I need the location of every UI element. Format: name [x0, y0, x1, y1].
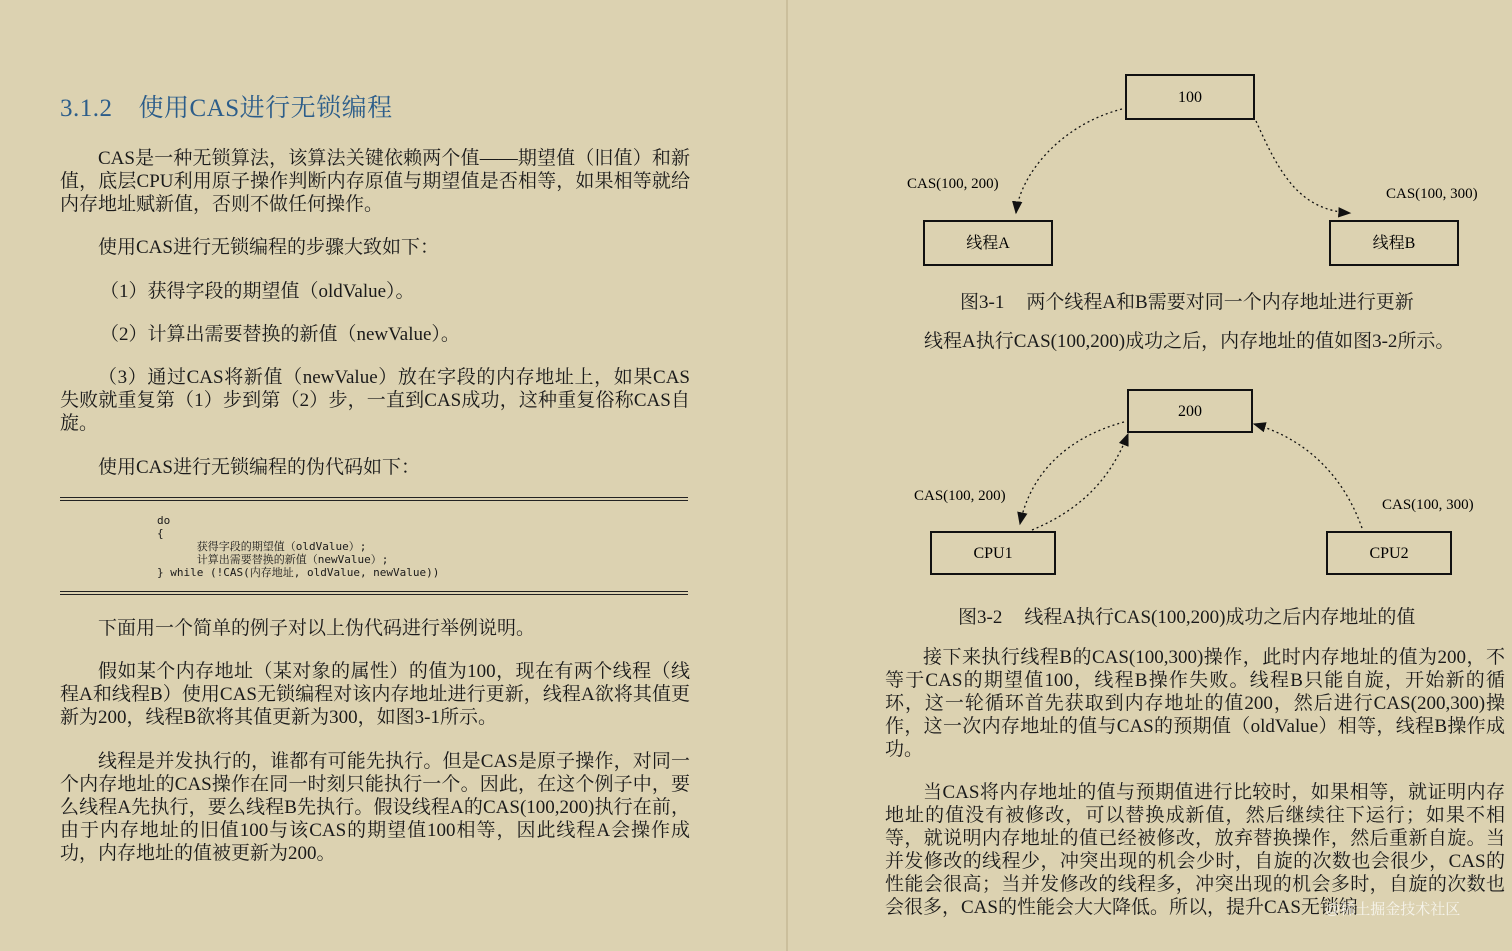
- thread-b-label: 线程B: [1372, 235, 1416, 252]
- paragraph-pseudocode-intro: 使用CAS进行无锁编程的伪代码如下：: [98, 457, 420, 478]
- figure-3-2: [890, 380, 1510, 590]
- paragraph-concurrency: 线程是并发执行的，谁都有可能先执行。但是CAS是原子操作，对同一个内存地址的CAS操作在同一时刻只能执行一个。因此，在这个例子中，要么线程A先执行，要么线程B先执行。假设线程A的CAS(100,200)执行在前，由于内存地址的旧值100与该CAS的期望值100相等，因此线程A会操作成功，内存地址的值被更新为200。: [60, 751, 690, 864]
- caption-text: 两个线程A和B需要对同一个内存地址进行更新: [1026, 292, 1414, 313]
- code-line: do: [157, 514, 171, 527]
- paragraph-example-intro: 下面用一个简单的例子对以上伪代码进行举例说明。: [98, 618, 536, 639]
- section-title: 使用CAS进行无锁编程: [138, 95, 393, 122]
- arrow-cpu2-to-memory: [1254, 424, 1362, 528]
- cas-label-cpu1: CAS(100, 200): [914, 488, 1006, 504]
- caption-text: 线程A执行CAS(100,200)成功之后内存地址的值: [1024, 607, 1416, 628]
- arrow-cpu1-to-memory: [1032, 434, 1128, 530]
- memory-value-200: 200: [1178, 403, 1202, 420]
- figure-3-1: [890, 65, 1510, 275]
- arrow-to-thread-b: [1256, 121, 1350, 213]
- caption-number: 图3-1: [960, 292, 1005, 313]
- paragraph-example: 假如某个内存地址（某对象的属性）的值为100，现在有两个线程（线程A和线程B）使用CAS无锁编程对该内存地址进行更新，线程A欲将其值更新为200，线程B欲将其值更新为300，如图3-1所示。: [60, 661, 690, 728]
- caption-number: 图3-2: [958, 607, 1003, 628]
- paragraph-steps-intro: 使用CAS进行无锁编程的步骤大致如下：: [98, 237, 439, 258]
- paragraph-cas-performance: 当CAS将内存地址的值与预期值进行比较时，如果相等，就证明内存地址的值没有被修改，可以替换成新值，然后继续往下运行；如果不相等，就说明内存地址的值已经被修改，放弃替换操作，然后重新自旋。当并发修改的线程少，冲突出现的机会少时，自旋的次数也会很少，CAS的性能会很高；当并发修改的线程多，冲突出现的机会多时，自旋的次数也会很多，CAS的性能会大大降低。所以，提升CAS无锁编: [885, 782, 1505, 918]
- pseudocode-block: [157, 514, 439, 579]
- code-bottom-rule: [60, 591, 688, 595]
- paragraph-cas-intro: CAS是一种无锁算法，该算法关键依赖两个值——期望值（旧值）和新值，底层CPU利用原子操作判断内存原值与期望值是否相等，如果相等就给内存地址赋新值，否则不做任何操作。: [60, 148, 690, 215]
- section-heading: [60, 88, 393, 124]
- paragraph-between-figures: 线程A执行CAS(100,200)成功之后，内存地址的值如图3-2所示。: [924, 331, 1455, 352]
- code-line: {: [157, 527, 164, 540]
- memory-value-100: 100: [1178, 89, 1202, 106]
- code-top-rule: [60, 497, 688, 501]
- code-line: 获得字段的期望值（oldValue）;: [157, 540, 367, 553]
- step-2: （2）计算出需要替换的新值（newValue）。: [100, 324, 460, 345]
- code-line: 计算出需要替换的新值（newValue）;: [157, 553, 389, 566]
- cas-label-b: CAS(100, 300): [1386, 186, 1478, 202]
- caption-figure-3-1: [960, 287, 1414, 314]
- cpu1-label: CPU1: [973, 545, 1013, 562]
- caption-figure-3-2: [958, 602, 1415, 629]
- paragraph-thread-b-spin: 接下来执行线程B的CAS(100,300)操作，此时内存地址的值为200，不等于CAS的期望值100，线程B操作失败。线程B只能自旋，开始新的循环，这一轮循环首先获取到内存地址的值200，然后进行CAS(200,300)操作，这一次内存地址的值与CAS的预期值（oldValue）相等，线程B操作成功。: [885, 647, 1505, 760]
- step-1: （1）获得字段的期望值（oldValue）。: [100, 281, 415, 302]
- cpu2-label: CPU2: [1369, 545, 1409, 562]
- watermark: @稀土掘金技术社区: [1325, 901, 1461, 918]
- step-3: （3）通过CAS将新值（newValue）放在字段的内存地址上，如果CAS失败就重复第（1）步到第（2）步，一直到CAS成功，这种重复俗称CAS自旋。: [60, 367, 690, 434]
- code-line: } while (!CAS(内存地址, oldValue, newValue)): [157, 566, 440, 579]
- thread-a-label: 线程A: [966, 235, 1010, 252]
- cas-label-cpu2: CAS(100, 300): [1382, 497, 1474, 513]
- cas-label-a: CAS(100, 200): [907, 176, 999, 192]
- section-number: 3.1.2: [60, 95, 113, 122]
- arrow-to-thread-a: [1016, 109, 1122, 213]
